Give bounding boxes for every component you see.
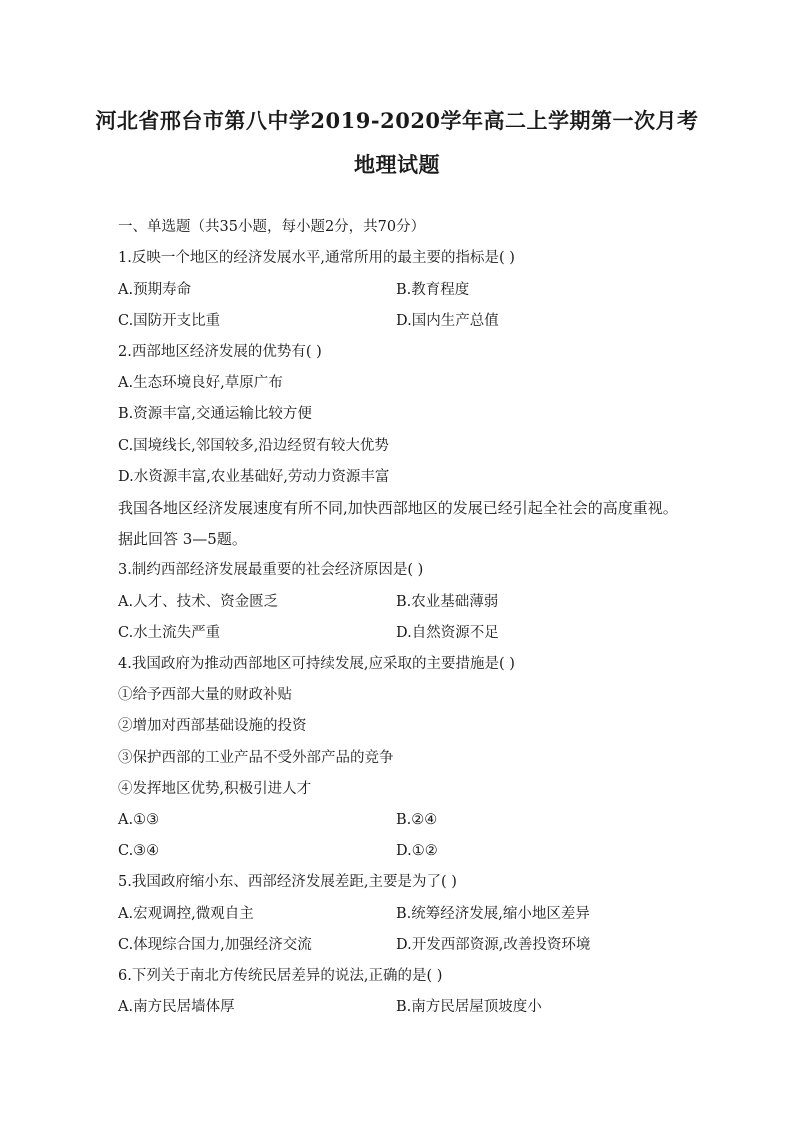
question-2-option-b: B.资源丰富,交通运输比较方便 (118, 406, 312, 422)
question-3-option-a: A.人才、技术、资金匮乏 (118, 594, 279, 610)
question-6-stem: 6.下列关于南北方传统民居差异的说法,正确的是( ) (118, 968, 443, 984)
section-heading: 一、单选题（共35小题，每小题2分，共70分） (118, 219, 426, 235)
question-4-option-d: D.①② (396, 843, 438, 859)
question-1-option-b: B.教育程度 (396, 282, 470, 298)
question-4-item-4: ④发挥地区优势,积极引进人才 (118, 781, 312, 797)
passage-line-2: 据此回答 3—5题。 (118, 530, 247, 548)
question-3-option-c: C.水土流失严重 (118, 625, 221, 641)
question-1-option-c: C.国防开支比重 (118, 313, 221, 329)
question-2-option-d: D.水资源丰富,农业基础好,劳动力资源丰富 (118, 469, 390, 485)
question-4-option-b: B.②④ (396, 812, 438, 828)
question-5-stem: 5.我国政府缩小东、西部经济发展差距,主要是为了( ) (118, 874, 457, 890)
exam-title: 河北省邢台市第八中学2019-2020学年高二上学期第一次月考 (95, 108, 699, 133)
question-4-option-c: C.③④ (118, 843, 160, 859)
question-2-option-a: A.生态环境良好,草原广布 (118, 375, 283, 391)
question-1-option-d: D.国内生产总值 (396, 313, 499, 329)
exam-subject: 地理试题 (354, 152, 440, 177)
question-4-option-a: A.①③ (118, 812, 160, 828)
passage-line-1: 我国各地区经济发展速度有所不同,加快西部地区的发展已经引起全社会的高度重视。 (118, 499, 678, 517)
question-4-item-2: ②增加对西部基础设施的投资 (118, 718, 307, 734)
question-3-option-d: D.自然资源不足 (396, 625, 499, 641)
question-1-option-a: A.预期寿命 (118, 282, 192, 298)
question-3-option-b: B.农业基础薄弱 (396, 594, 499, 610)
question-5-option-b: B.统筹经济发展,缩小地区差异 (396, 906, 590, 922)
question-4-item-1: ①给予西部大量的财政补贴 (118, 687, 292, 703)
question-2-stem: 2.西部地区经济发展的优势有( ) (118, 344, 322, 360)
question-6-option-b: B.南方民居屋顶坡度小 (396, 999, 542, 1015)
question-1-stem: 1.反映一个地区的经济发展水平,通常所用的最主要的指标是( ) (118, 250, 515, 266)
question-5-option-a: A.宏观调控,微观自主 (118, 906, 254, 922)
question-2-option-c: C.国境线长,邻国较多,沿边经贸有较大优势 (118, 438, 389, 454)
question-3-stem: 3.制约西部经济发展最重要的社会经济原因是( ) (118, 562, 424, 578)
question-5-option-d: D.开发西部资源,改善投资环境 (396, 937, 591, 953)
question-6-option-a: A.南方民居墙体厚 (118, 999, 235, 1015)
question-4-item-3: ③保护西部的工业产品不受外部产品的竞争 (118, 750, 394, 766)
question-4-stem: 4.我国政府为推动西部地区可持续发展,应采取的主要措施是( ) (118, 656, 515, 672)
question-5-option-c: C.体现综合国力,加强经济交流 (118, 937, 312, 953)
